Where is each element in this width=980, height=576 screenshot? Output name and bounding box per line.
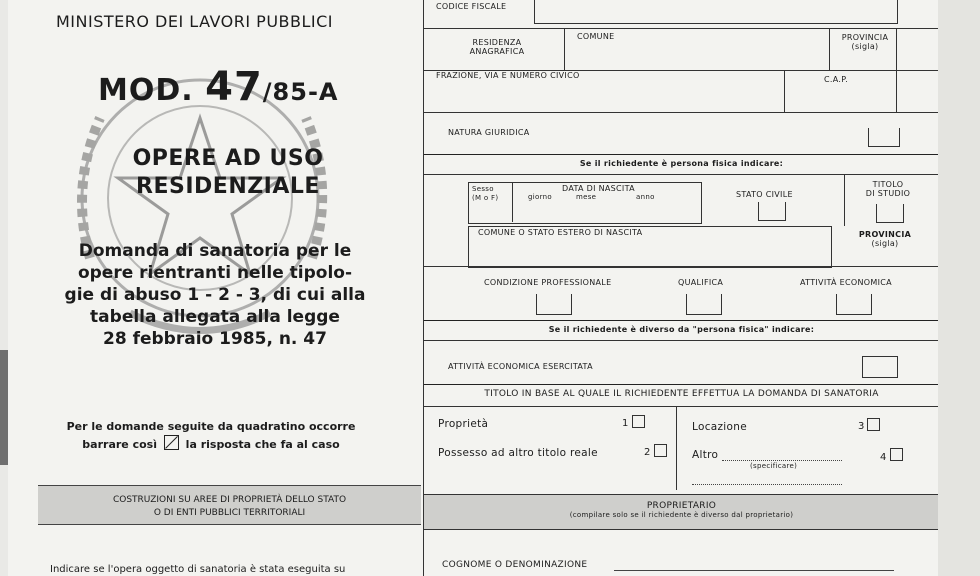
page-edge [938,0,980,576]
state-property-band [38,485,421,525]
qualifica-label: QUALIFICA [678,278,724,287]
proprietario-note: (compilare solo se il richiedente è diverso dal proprietario) [569,511,794,519]
diverso-header: Se il richiedente è diverso da "persona fisica" indicare: [548,325,815,334]
divider [676,406,677,490]
divider [424,406,939,407]
divider [424,320,939,321]
hint-line-1: Per le domande seguite da quadratino occorre [66,420,356,433]
title-line-2: RESIDENZIALE [136,174,320,199]
altro-checkbox[interactable] [890,448,903,461]
proprieta-number: 1 [622,418,629,429]
divider [424,154,939,155]
left-edge-strip [0,350,8,465]
attivita-label: ATTIVITÀ ECONOMICA [800,278,892,287]
description-line: tabella allegata alla legge [90,307,340,327]
sigla-text: (sigla) [851,42,879,51]
bottom-left-text: Indicare se l'opera oggetto di sanatoria è stata eseguita su [50,564,346,575]
mese-label: mese [576,193,597,201]
codice-fiscale-label: CODICE FISCALE [436,2,507,11]
state-band-line-2: O DI ENTI PUBBLICI TERRITORIALI [153,508,306,518]
proprietario-title: PROPRIETARIO [646,501,717,511]
giorno-label: giorno [528,193,552,201]
provincia-text: PROVINCIA [841,33,889,42]
residenza-label [452,38,542,56]
titolo-studio-field[interactable] [876,204,904,223]
divider [784,70,785,112]
frazione-label: FRAZIONE, VIA E NUMERO CIVICO [436,71,580,80]
application-form [423,0,939,576]
hint-line-2-end: la risposta che fa al caso [185,438,340,451]
provincia-nascita-label [844,230,926,248]
sesso-hint: (M o F) [472,194,499,202]
natura-giuridica-label: NATURA GIURIDICA [448,128,530,137]
possesso-number: 2 [644,447,651,458]
sesso-label [472,185,498,203]
comune-label: COMUNE [577,32,615,41]
divider [424,340,939,341]
divider [424,266,939,267]
condizione-label: CONDIZIONE PROFESSIONALE [484,278,612,287]
altro-line[interactable] [722,460,842,461]
sigla-nascita-text: (sigla) [871,239,899,248]
description-line: opere rientranti nelle tipolo- [77,263,353,283]
comune-nascita-label: COMUNE O STATO ESTERO DI NASCITA [478,228,643,237]
description-line: Domanda di sanatoria per le [78,241,352,261]
cognome-field[interactable] [614,570,894,571]
attivita-esercitata-field[interactable] [862,356,898,378]
provincia-label [832,33,898,51]
titolo-studio-line-2: DI STUDIO [865,189,911,198]
stato-civile-label: STATO CIVILE [736,190,793,199]
ministry-heading: MINISTERO DEI LAVORI PUBBLICI [56,12,333,31]
codice-fiscale-field[interactable] [534,0,898,24]
specificare-label: (specificare) [750,462,798,470]
cognome-label: COGNOME O DENOMINAZIONE [442,560,588,570]
anno-label: anno [636,193,655,201]
locazione-label: Locazione [692,421,747,433]
altro-line-2[interactable] [692,484,842,485]
model-prefix: MOD. [98,73,194,108]
scanned-form-page [8,0,963,576]
divider [424,112,939,113]
model-number [98,64,338,110]
stato-civile-field[interactable] [758,202,786,221]
qualifica-field[interactable] [686,294,722,315]
proprieta-label: Proprietà [438,418,489,430]
instructions-hint [46,418,376,453]
sesso-text: Sesso [472,185,494,193]
attivita-field[interactable] [836,294,872,315]
titolo-header: TITOLO IN BASE AL QUALE IL RICHIEDENTE EFFETTUA LA DOMANDA DI SANATORIA [484,389,879,399]
provincia-nascita-text: PROVINCIA [858,230,912,239]
residenza-line-1: RESIDENZA [472,38,522,47]
natura-giuridica-field[interactable] [868,128,900,147]
crossed-checkbox-icon [164,435,179,450]
possesso-label: Possesso ad altro titolo reale [438,447,598,459]
locazione-checkbox[interactable] [867,418,880,431]
data-nascita-label: DATA DI NASCITA [562,184,635,193]
possesso-checkbox[interactable] [654,444,667,457]
residenza-line-2: ANAGRAFICA [469,47,525,56]
persona-fisica-header: Se il richiedente è persona fisica indicare: [579,159,784,168]
divider [424,174,939,175]
proprieta-checkbox[interactable] [632,415,645,428]
model-suffix: /85-A [262,78,339,106]
proprietario-band [424,494,939,530]
model-main-number: 47 [205,64,263,110]
divider [844,174,845,226]
condizione-field[interactable] [536,294,572,315]
description-line: 28 febbraio 1985, n. 47 [103,329,327,349]
titolo-studio-line-1: TITOLO [872,180,904,189]
locazione-number: 3 [858,421,865,432]
attivita-esercitata-label: ATTIVITÀ ECONOMICA ESERCITATA [448,362,593,371]
title-line-1: OPERE AD USO [132,146,324,171]
description-block [50,240,380,350]
divider [512,182,513,222]
divider [424,384,939,385]
state-band-line-1: COSTRUZIONI SU AREE DI PROPRIETÀ DELLO STATO [112,495,347,505]
cap-label: C.A.P. [824,75,848,84]
altro-label: Altro [692,449,719,461]
hint-line-2-start: barrare così [82,438,157,451]
description-line: gie di abuso 1 - 2 - 3, di cui alla [64,285,366,305]
altro-number: 4 [880,452,887,463]
titolo-studio-label [848,180,928,198]
comune-field[interactable] [564,28,830,71]
